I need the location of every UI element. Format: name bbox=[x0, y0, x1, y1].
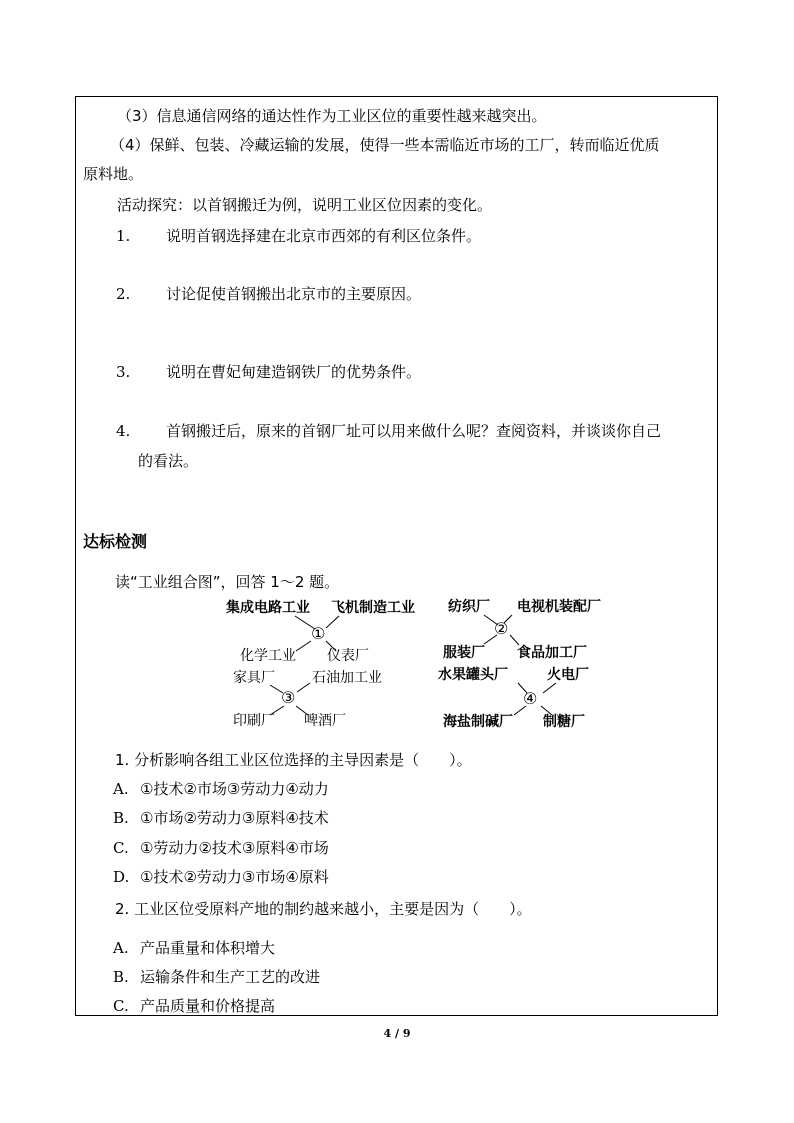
group1-bottom-right-label: 仪表厂 bbox=[327, 648, 369, 664]
paragraph-4-line1: （4）保鲜、包装、冷藏运输的发展，使得一些本需临近市场的工厂，转而临近优质 bbox=[110, 136, 660, 154]
q1-option-text: ①市场②劳动力③原料④技术 bbox=[140, 809, 329, 827]
group2-bottom-right-label: 食品加工厂 bbox=[517, 645, 587, 661]
q2-option-letter: C. bbox=[113, 997, 129, 1015]
question-text: 讨论促使首钢搬出北京市的主要原因。 bbox=[166, 285, 422, 303]
group3-marker: ③ bbox=[281, 688, 296, 707]
group4-marker: ④ bbox=[523, 689, 538, 708]
question-number: 4. bbox=[116, 422, 131, 440]
q1-option-text: ①技术②市场③劳动力④动力 bbox=[140, 780, 329, 798]
group2-marker: ② bbox=[494, 619, 509, 638]
q1-option-letter: D. bbox=[113, 868, 130, 886]
q1-option-text: ①劳动力②技术③原料④市场 bbox=[140, 839, 329, 857]
q2-option-text: 产品质量和价格提高 bbox=[140, 997, 276, 1015]
group2-top-right-label: 电视机装配厂 bbox=[517, 599, 601, 615]
q2-option-letter: B. bbox=[113, 968, 129, 986]
group4-bottom-right-label: 制糖厂 bbox=[543, 714, 585, 730]
question-number: 2. bbox=[116, 285, 131, 303]
group3-top-left-label: 家具厂 bbox=[233, 670, 275, 686]
group2-bottom-left-label: 服装厂 bbox=[443, 645, 485, 661]
question-text: 说明在曹妃甸建造钢铁厂的优势条件。 bbox=[166, 363, 422, 381]
question-text-line2: 的看法。 bbox=[138, 452, 199, 470]
group2-top-left-label: 纺织厂 bbox=[448, 599, 490, 615]
group1-bottom-left-label: 化学工业 bbox=[240, 648, 296, 664]
group3-top-right-label: 石油加工业 bbox=[312, 670, 382, 686]
group1-marker: ① bbox=[311, 624, 326, 643]
read-prompt: 读“工业组合图”，回答 1～2 题。 bbox=[115, 573, 340, 591]
q1-stem: 1. 分析影响各组工业区位选择的主导因素是（ ）。 bbox=[115, 751, 472, 769]
q1-option-letter: A. bbox=[113, 780, 129, 798]
q2-stem: 2. 工业区位受原料产地的制约越来越小，主要是因为（ ）。 bbox=[115, 900, 532, 918]
group4-top-left-label: 水果罐头厂 bbox=[438, 667, 508, 683]
q1-option-letter: B. bbox=[113, 809, 129, 827]
activity-prompt: 活动探究：以首钢搬迁为例，说明工业区位因素的变化。 bbox=[117, 196, 493, 214]
question-number: 3. bbox=[116, 363, 131, 381]
group1-top-left-label: 集成电路工业 bbox=[226, 600, 310, 616]
q2-option-text: 运输条件和生产工艺的改进 bbox=[140, 968, 321, 986]
question-text: 说明首钢选择建在北京市西郊的有利区位条件。 bbox=[166, 227, 482, 245]
q2-option-text: 产品重量和体积增大 bbox=[140, 939, 276, 957]
paragraph-4-line2: 原料地。 bbox=[83, 165, 144, 183]
page-number: 4 / 9 bbox=[383, 1027, 411, 1040]
question-number: 1. bbox=[116, 227, 131, 245]
group3-bottom-right-label: 啤酒厂 bbox=[304, 713, 346, 729]
group3-bottom-left-label: 印刷厂 bbox=[233, 713, 275, 729]
section-title: 达标检测 bbox=[83, 532, 148, 551]
group1-top-right-label: 飞机制造工业 bbox=[331, 600, 415, 616]
question-text-line1: 首钢搬迁后，原来的首钢厂址可以用来做什么呢？查阅资料，并谈谈你自己 bbox=[166, 422, 662, 440]
group4-bottom-left-label: 海盐制碱厂 bbox=[443, 714, 513, 730]
industry-combination-diagram bbox=[222, 595, 612, 735]
q2-option-letter: A. bbox=[113, 939, 129, 957]
paragraph-3: （3）信息通信网络的通达性作为工业区位的重要性越来越突出。 bbox=[117, 107, 547, 125]
q1-option-text: ①技术②劳动力③市场④原料 bbox=[140, 868, 329, 886]
q1-option-letter: C. bbox=[113, 839, 129, 857]
group4-top-right-label: 火电厂 bbox=[547, 667, 589, 683]
